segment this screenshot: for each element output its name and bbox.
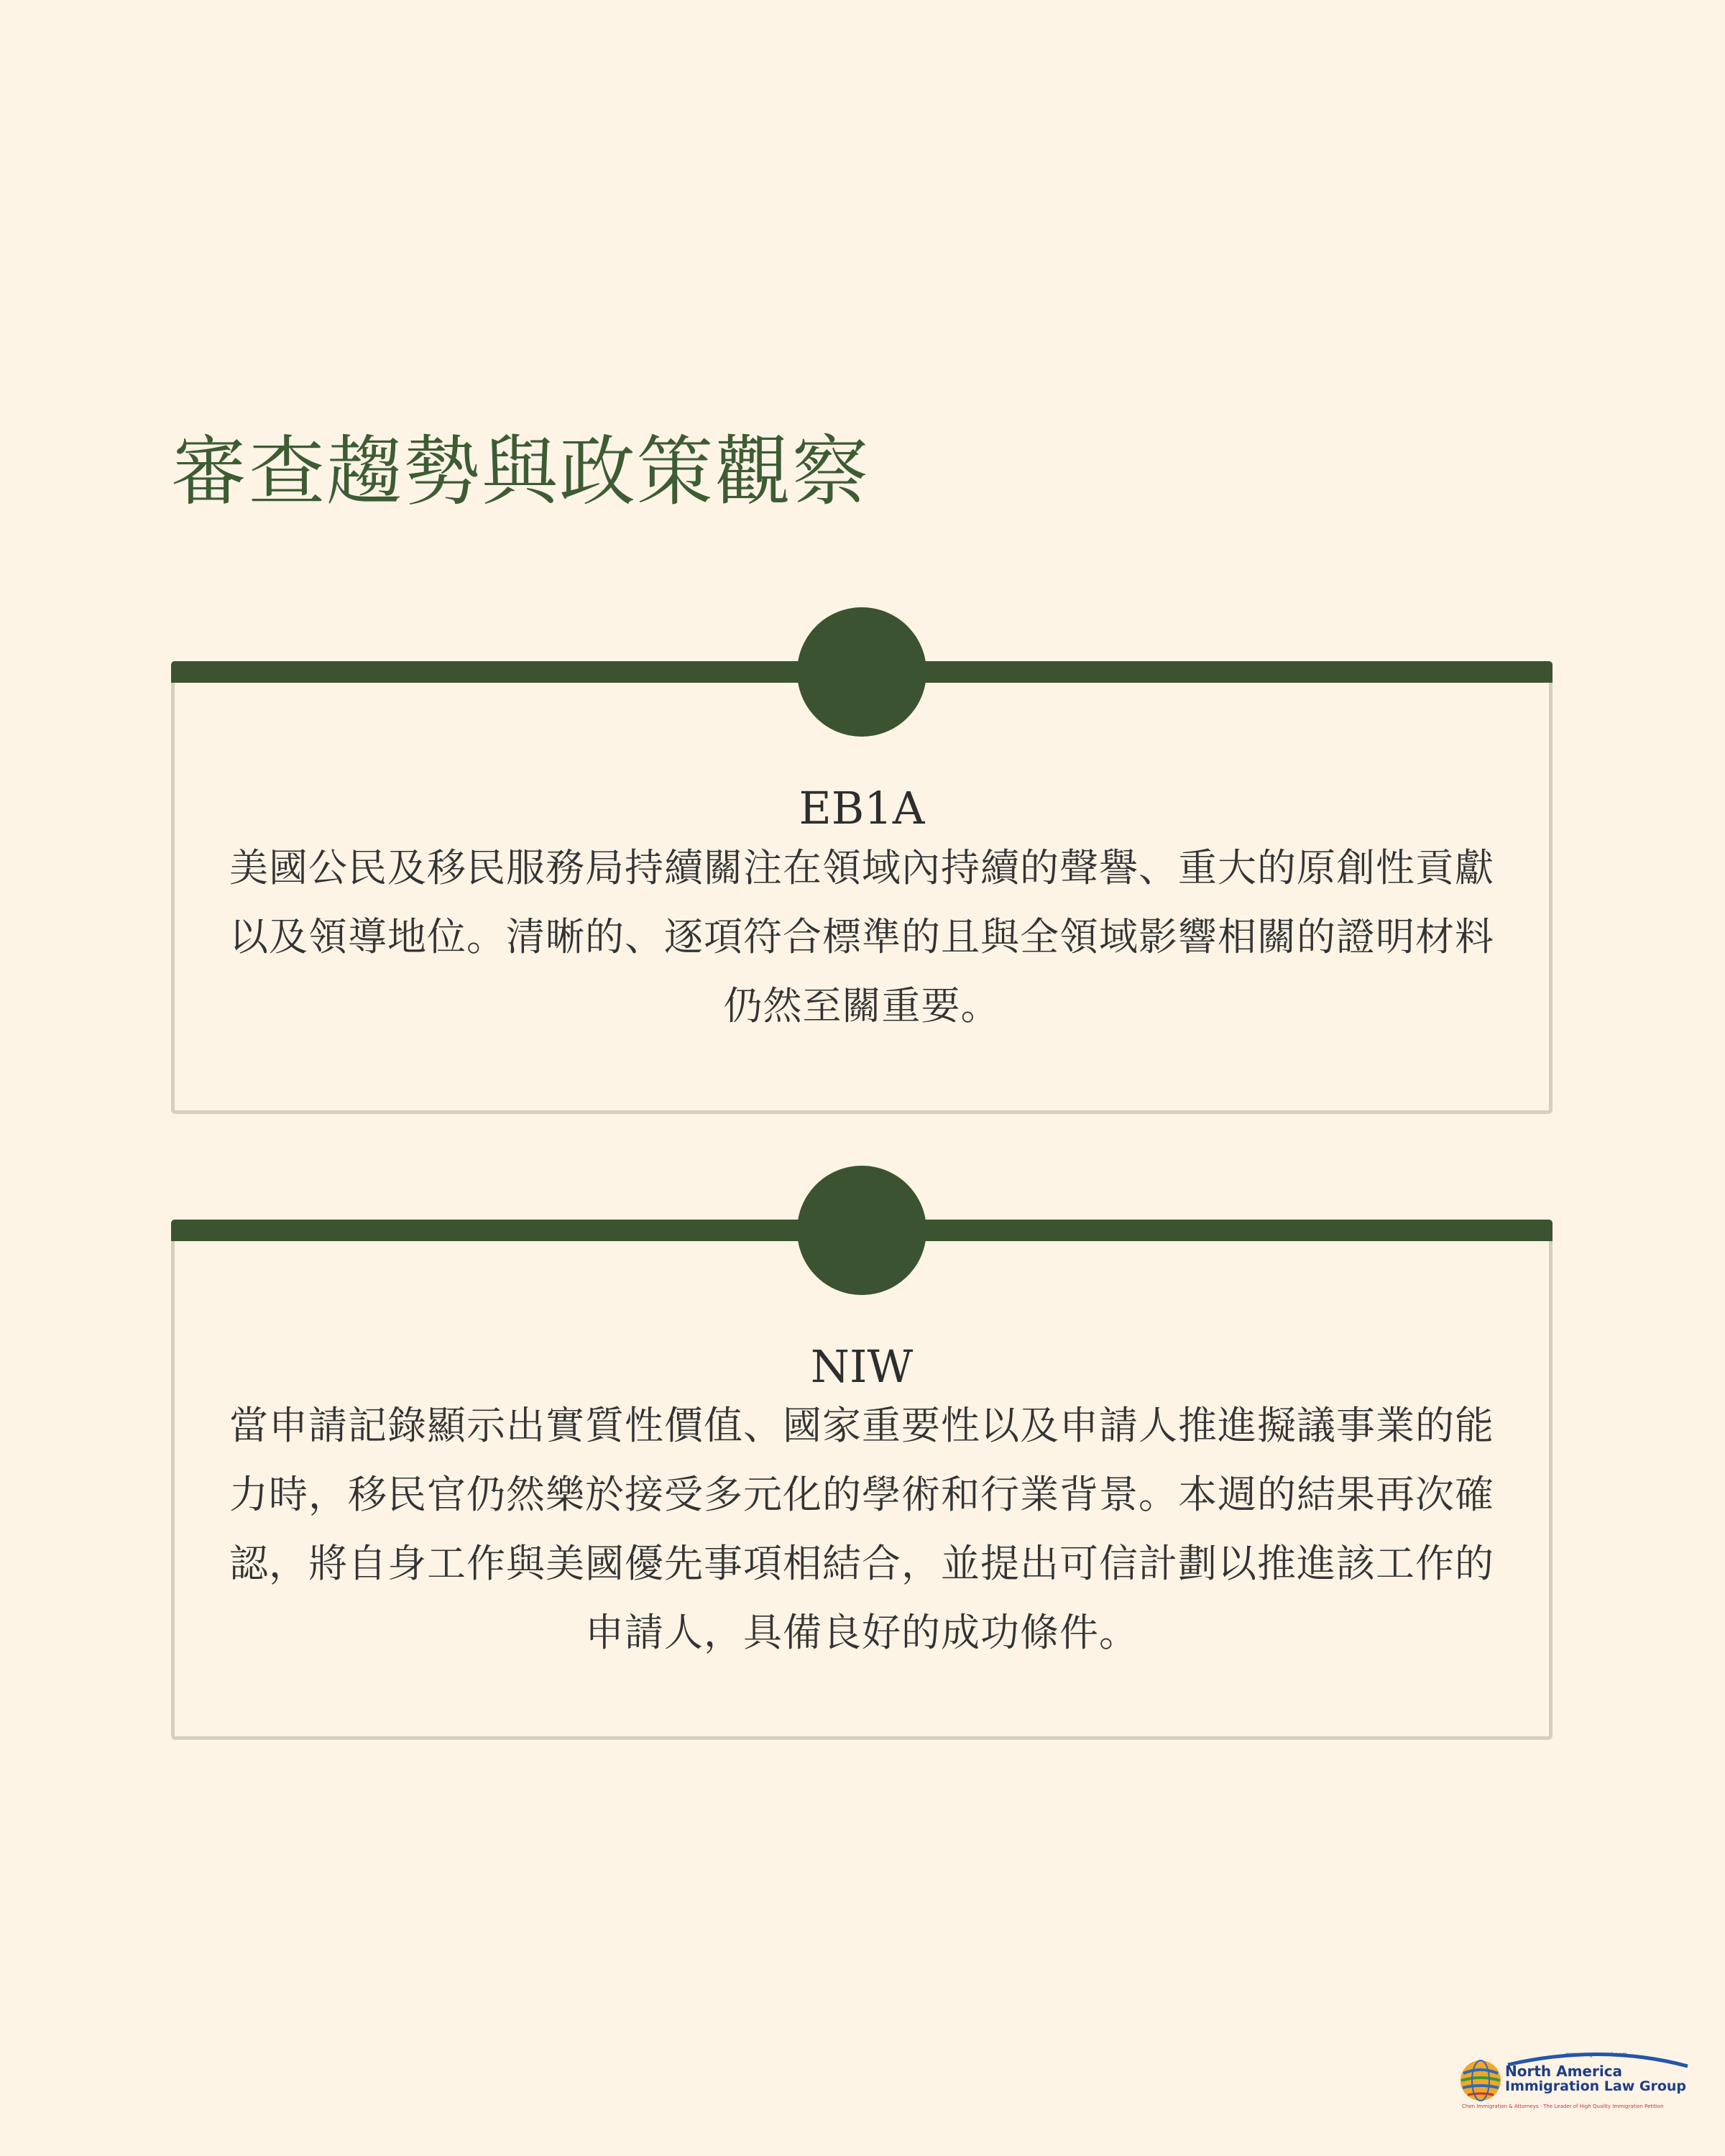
card-circle-marker	[797, 607, 926, 737]
card-heading: EB1A	[799, 782, 925, 834]
company-logo	[1458, 2045, 1702, 2113]
card-niw	[171, 1241, 1552, 1740]
logo-tagline: Chen Immigration & Attorneys · The Leader of High Quality Immigration Petition	[1462, 2104, 1664, 2109]
logo-url: www.wegreened.com	[1565, 2051, 1627, 2058]
globe-icon	[1460, 2060, 1501, 2101]
card-circle-marker	[797, 1166, 926, 1295]
card-heading: NIW	[810, 1340, 914, 1393]
logo-name-line1: North America	[1505, 2063, 1623, 2080]
card-body-text: 當申請記錄顯示出實質性價值、國家重要性以及申請人推進擬議事業的能力時，移民官仍然樂於接受多元化的學術和行業背景。本週的結果再次確認，將自身工作與美國優先事項相結合，並提出可信計劃以推進該工作的申請人，具備良好的成功條件。	[229, 1403, 1494, 1655]
page-title: 審查趨勢與政策觀察	[171, 428, 870, 516]
logo-name-line2: Immigration Law Group	[1505, 2078, 1687, 2094]
card-eb1a	[171, 683, 1552, 1114]
card-body-text: 美國公民及移民服務局持續關注在領域內持續的聲譽、重大的原創性貢獻以及領導地位。清晰的、逐項符合標準的且與全領域影響相關的證明材料仍然至關重要。	[229, 845, 1494, 1028]
